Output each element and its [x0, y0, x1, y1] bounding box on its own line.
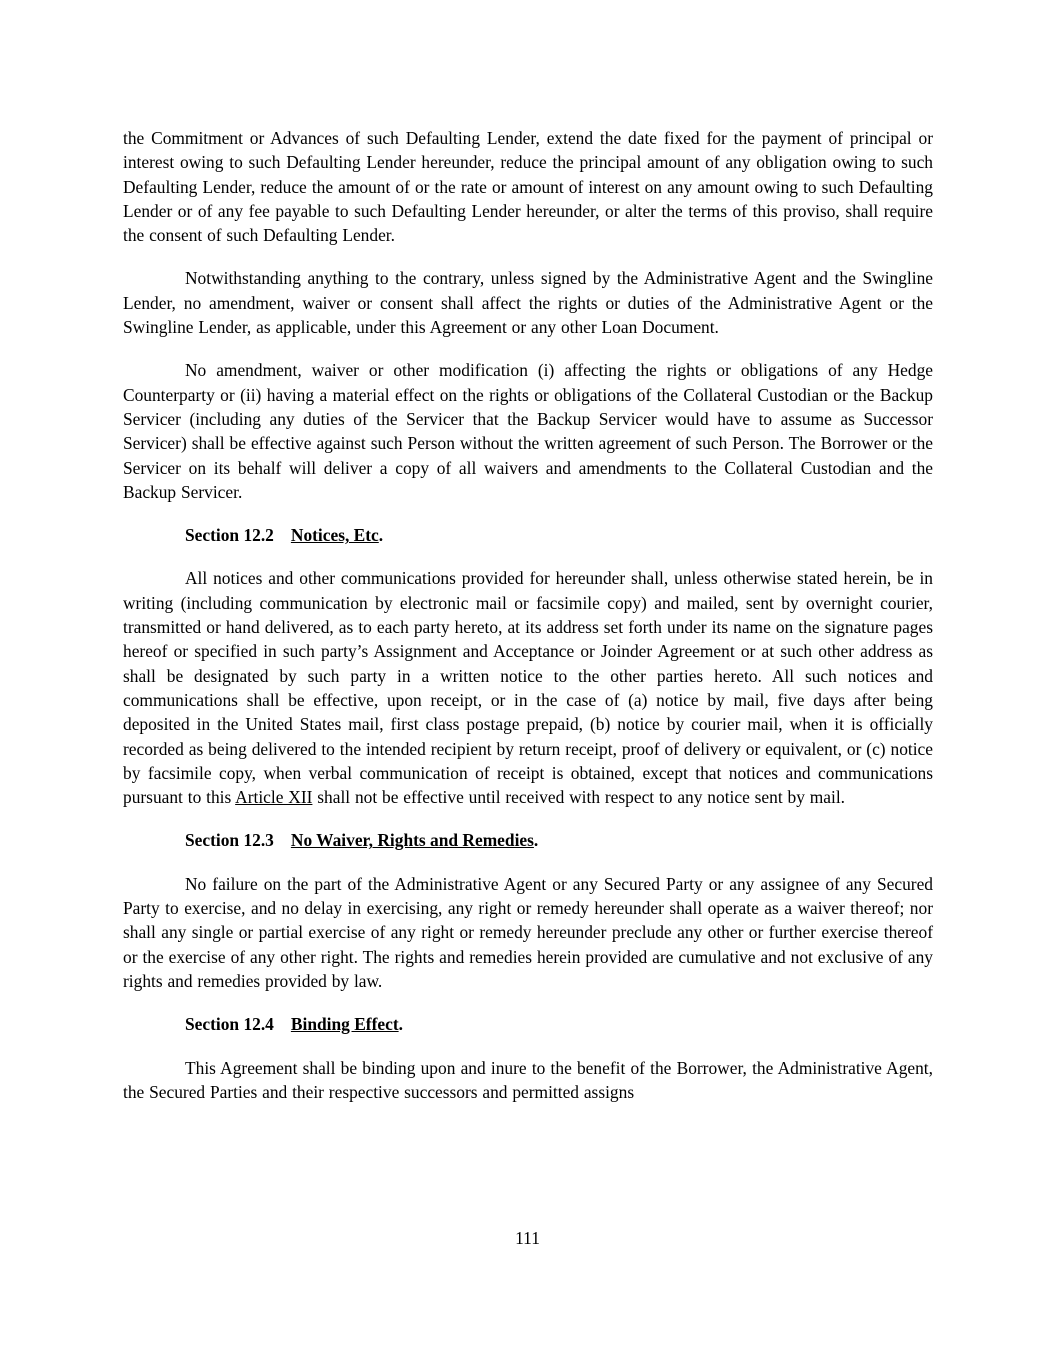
paragraph-continuation: the Commitment or Advances of such Defaulting Lender, extend the date fixed for the payment of principal or interest owing to such Defaulting Lender hereunder, reduce the principal amount of any obligation owing to such Defaulting Lender, reduce the amount of or the rate or amount of interest on any amount owing to such Defaulting Lender or of any fee payable to such Defaulting Lender hereunder, or alter the terms of this proviso, shall require the consent of such Defaulting Lender.: [123, 128, 933, 246]
page-number: 111: [515, 1228, 540, 1248]
section-title-period: .: [533, 830, 539, 851]
section-heading-12-2: [185, 523, 933, 547]
paragraph-amendment-admin-agent: Notwithstanding anything to the contrary, unless signed by the Administrative Agent and the Swingline Lender, no amendment, waiver or consent shall affect the rights or duties of the Administrative Agent or the Swingline Lender, as applicable, under this Agreement or any other Loan Document.: [123, 268, 933, 338]
section-title: Binding Effect: [290, 1014, 399, 1035]
page-content: [123, 126, 933, 1104]
section-number: Section 12.4: [185, 1014, 274, 1035]
section-title: Notices, Etc: [290, 525, 379, 546]
article-xii-reference: Article XII: [235, 787, 313, 808]
section-title-period: .: [398, 1014, 403, 1035]
section-title-period: .: [378, 525, 384, 546]
paragraph-binding-effect: This Agreement shall be binding upon and inure to the benefit of the Borrower, the Administrative Agent, the Secured Parties and their respective successors and permitted assigns: [123, 1057, 933, 1102]
section-heading-12-4: [185, 1012, 933, 1036]
paragraph-amendment-hedge-counterparty: No amendment, waiver or other modification (i) affecting the rights or obligations of any Hedge Counterparty or (ii) having a material effect on the rights or obligations of the Collateral Custodian or the Backup Servicer (including any duties of the Servicer that the Backup Servicer would have to assume as Successor Servicer) shall be effective against such Person without the written agreement of such Person. The Borrower or the Servicer on its behalf will deliver a copy of all waivers and amendments to the Collateral Custodian and the Backup Servicer.: [123, 360, 933, 502]
section-heading-12-3: [185, 828, 933, 852]
paragraph-notices: [123, 566, 933, 809]
section-title: No Waiver, Rights and Remedies: [290, 830, 534, 851]
section-number: Section 12.3: [185, 830, 274, 851]
paragraph-text-after: shall not be effective until received with respect to any notice sent by mail.: [312, 787, 845, 808]
section-number: Section 12.2: [185, 525, 274, 546]
paragraph-text-before: All notices and other communications provided for hereunder shall, unless otherwise stated herein, be in writing (including communication by electronic mail or facsimile copy) and mailed, sent by overnight courier, transmitted or hand delivered, as to each party hereto, at its address set forth under its name on the signature pages hereof or specified in such party’s Assignment and Acceptance or Joinder Agreement or at such other address as shall be designated by such party in a written notice to the other parties hereto. All such notices and communications shall be effective, upon receipt, or in the case of (a) notice by mail, five days after being deposited in the United States mail, first class postage prepaid, (b) notice by courier mail, when it is officially recorded as being delivered to the intended recipient by return receipt, proof of delivery or equivalent, or (c) notice by facsimile copy, when verbal communication of receipt is obtained, except that notices and communications pursuant to this: [123, 568, 933, 808]
paragraph-no-waiver: No failure on the part of the Administrative Agent or any Secured Party or any assignee of any Secured Party to exercise, and no delay in exercising, any right or remedy hereunder shall operate as a waiver thereof; nor shall any single or partial exercise of any right or remedy hereunder preclude any other or further exercise thereof or the exercise of any other right. The rights and remedies herein provided are cumulative and not exclusive of any rights and remedies provided by law.: [123, 873, 933, 991]
